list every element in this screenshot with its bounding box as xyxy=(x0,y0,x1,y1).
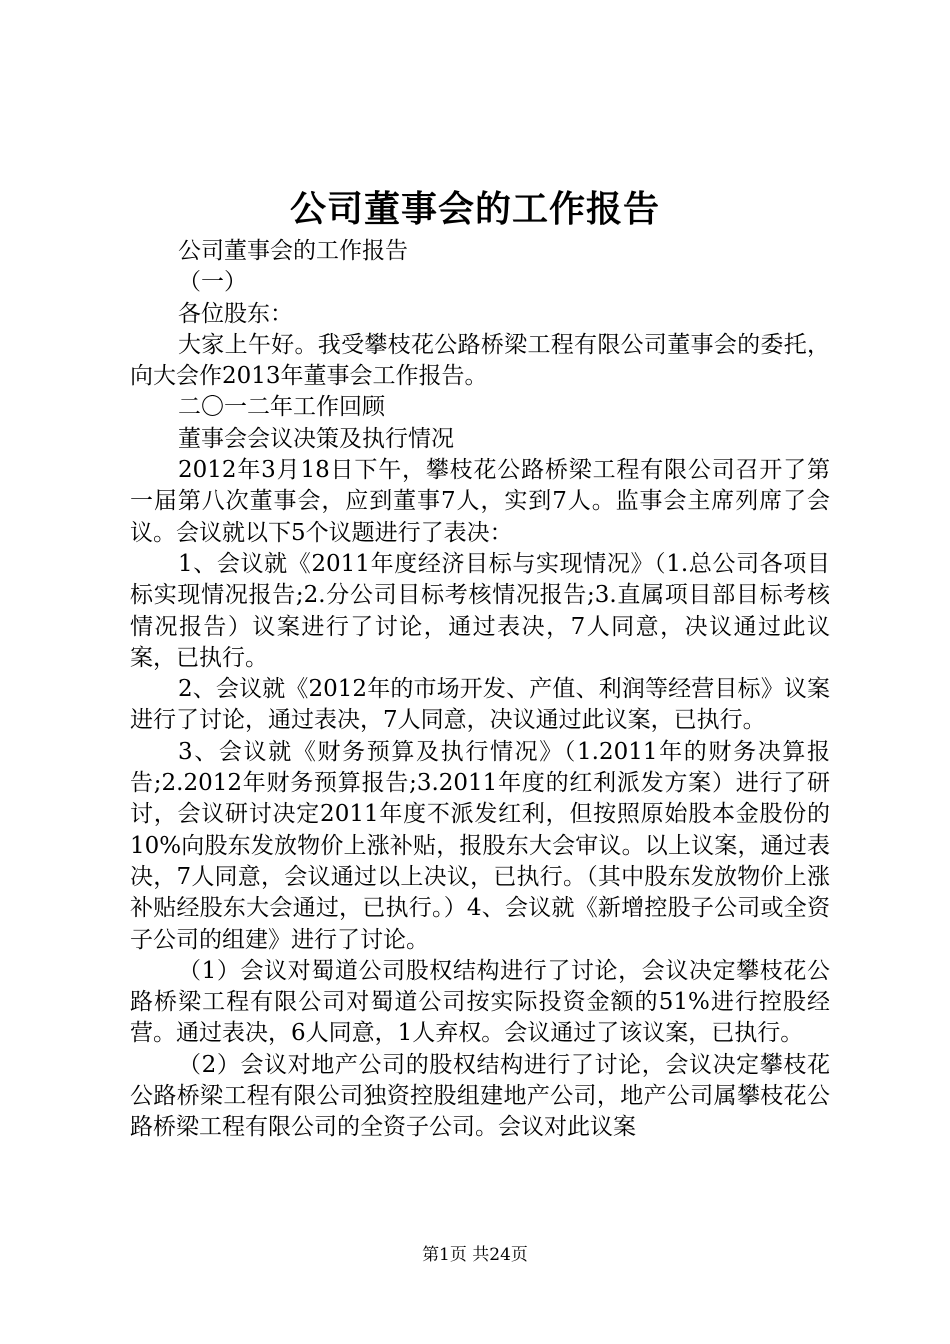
document-title: 公司董事会的工作报告 xyxy=(289,188,660,230)
paragraph-item-4-1: （1）会议对蜀道公司股权结构进行了讨论，会议决定攀枝花公路桥梁工程有限公司对蜀道公司按实际投资金额的51%进行控股经营。通过表决，6人同意，1人弃权。会议通过了该议案，已执行。 xyxy=(130,957,830,1047)
paragraph-item-3: 3、会议就《财务预算及执行情况》（1.2011年的财务决算报告;2.2012年财务预算报告;3.2011年度的红利派发方案）进行了研讨，会议研讨决定2011年度不派发红利，但按照原始股本金股份的10%向股东发放物价上涨补贴，报股东大会审议。以上议案，通过表决，7人同意，会议通过以上决议，已执行。（其中股东发放物价上涨补贴经股东大会通过，已执行。）4、会议就《新增控股子公司或全资子公司的组建》进行了讨论。 xyxy=(130,738,830,953)
paragraph-heading-decisions: 董事会会议决策及执行情况 xyxy=(178,425,454,452)
paragraph-greeting: 大家上午好。我受攀枝花公路桥梁工程有限公司董事会的委托，向大会作2013年董事会工作报告。 xyxy=(130,331,830,390)
paragraph-meeting-info: 2012年3月18日下午，攀枝花公路桥梁工程有限公司召开了第一届第八次董事会，应到董事7人，实到7人。监事会主席列席了会议。会议就以下5个议题进行了表决： xyxy=(130,457,830,546)
paragraph-item-1: 1、会议就《2011年度经济目标与实现情况》（1.总公司各项目标实现情况报告;2.分公司目标考核情况报告;3.直属项目部目标考核情况报告）议案进行了讨论，通过表决，7人同意，决议通过此议案，已执行。 xyxy=(130,550,830,671)
paragraph-section-number: （一） xyxy=(178,269,247,296)
paragraph-subtitle: 公司董事会的工作报告 xyxy=(178,238,408,264)
paragraph-item-4-2: （2）会议对地产公司的股权结构进行了讨论，会议决定攀枝花公路桥梁工程有限公司独资控股组建地产公司，地产公司属攀枝花公路桥梁工程有限公司的全资子公司。会议对此议案 xyxy=(130,1051,830,1141)
paragraph-heading-review: 二〇一二年工作回顾 xyxy=(178,394,385,421)
page-number-footer: 第1页 共24页 xyxy=(422,1245,528,1265)
paragraph-item-2: 2、会议就《2012年的市场开发、产值、利润等经营目标》议案进行了讨论，通过表决，7人同意，决议通过此议案，已执行。 xyxy=(130,676,830,734)
paragraph-salutation: 各位股东： xyxy=(178,300,293,327)
document-body xyxy=(130,236,830,1144)
